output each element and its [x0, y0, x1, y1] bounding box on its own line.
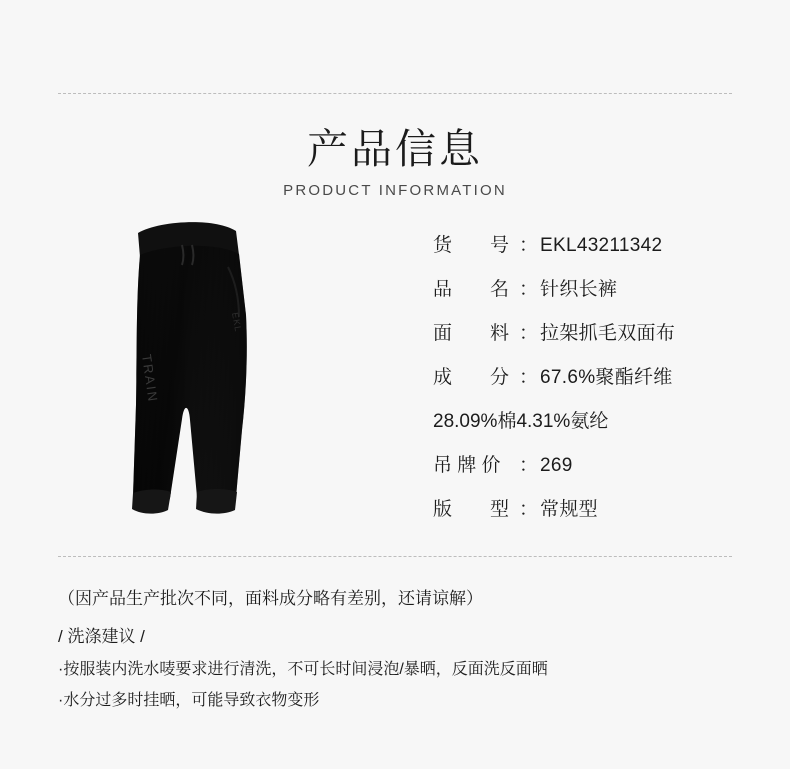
- page-title: 产品信息: [307, 126, 483, 172]
- spec-value: 67.6%聚酯纤维: [540, 367, 673, 388]
- spec-colon: ：: [519, 279, 539, 300]
- spec-row: [433, 488, 763, 532]
- spec-label: 成 分: [433, 367, 510, 388]
- spec-list: [433, 224, 763, 532]
- wash-advice-title: / 洗涤建议 /: [58, 627, 145, 646]
- spec-composition-continued: 28.09%棉4.31%氨纶: [433, 411, 609, 432]
- spec-label: 品 名: [433, 279, 510, 300]
- spec-label: 面 料: [433, 323, 510, 344]
- spec-colon: ：: [519, 455, 539, 476]
- disclaimer-text: （因产品生产批次不同，面料成分略有差别，还请谅解）: [58, 589, 483, 608]
- brand-text: TRAIN: [139, 353, 161, 404]
- spec-row: [433, 268, 763, 312]
- page-subtitle: PRODUCT INFORMATION: [283, 182, 507, 199]
- product-image: [96, 205, 331, 535]
- spec-value: 针织长裤: [540, 279, 618, 300]
- pants-illustration: [96, 205, 331, 535]
- spec-colon: ：: [519, 499, 539, 520]
- spec-row: [433, 444, 763, 488]
- care-notes: [58, 582, 750, 716]
- wash-advice-item: ·水分过多时挂晒，可能导致衣物变形: [58, 692, 320, 709]
- spec-colon: ：: [519, 323, 539, 344]
- svg-text:EKL: EKL: [230, 311, 244, 334]
- spec-value: 269: [540, 455, 573, 476]
- spec-value: 常规型: [540, 499, 598, 520]
- spec-value: EKL43211342: [540, 235, 663, 256]
- spec-row: [433, 356, 763, 400]
- spec-value: 拉架抓毛双面布: [540, 323, 676, 344]
- spec-label: 版 型: [433, 499, 510, 520]
- page-title-block: [0, 124, 790, 199]
- divider-top: [58, 93, 732, 94]
- wash-advice-item: ·按服装内洗水唛要求进行清洗，不可长时间浸泡/暴晒，反面洗反面晒: [58, 661, 548, 678]
- spec-colon: ：: [519, 235, 539, 256]
- spec-colon: ：: [519, 367, 539, 388]
- spec-label: 吊 牌 价: [433, 455, 501, 476]
- spec-row: [433, 312, 763, 356]
- divider-bottom: [58, 556, 732, 557]
- spec-row: [433, 224, 763, 268]
- spec-label: 货 号: [433, 235, 510, 256]
